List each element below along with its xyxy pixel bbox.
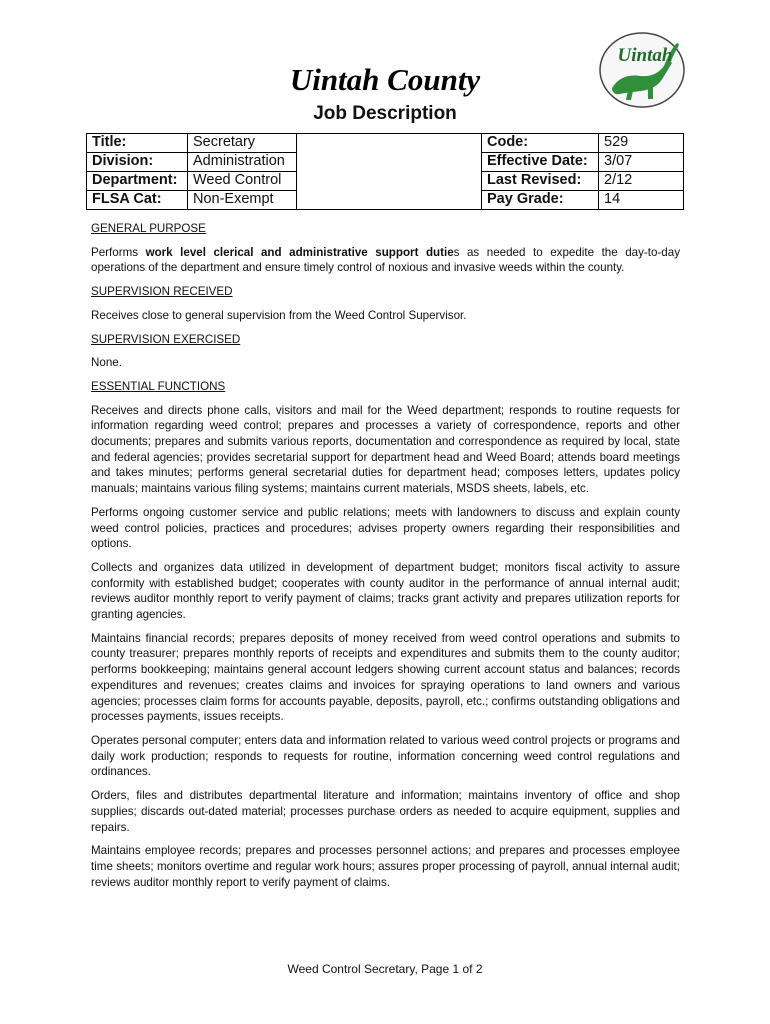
page-title: Job Description [313, 103, 457, 124]
info-label: Department: [87, 172, 188, 191]
info-label: Code: [482, 134, 599, 153]
section-heading: GENERAL PURPOSE [91, 222, 206, 235]
info-value: 529 [599, 134, 684, 153]
paragraph: Performs ongoing customer service and public relations; meets with landowners to discuss and explain county weed control policies, practices and procedures; advises property owners regarding their responsibilities and options. [91, 505, 680, 551]
info-label: FLSA Cat: [87, 191, 188, 210]
info-value: 14 [599, 191, 684, 210]
info-value: Secretary [188, 134, 297, 153]
table-spacer [297, 191, 482, 210]
section-heading: ESSENTIAL FUNCTIONS [91, 379, 226, 393]
page-footer: Weed Control Secretary, Page 1 of 2 [287, 962, 483, 976]
paragraph: Orders, files and distributes departmental literature and information; maintains inventory of office and shop supplies; discards out-dated material; processes purchase orders as needed to acquire equipment, supplies and repairs. [91, 789, 680, 834]
text-segment: s as needed to expedite the day-to-day operations of the department and ensure timely control of noxious and invasive weeds within the county. [91, 245, 680, 275]
section-heading: SUPERVISION RECEIVED [91, 285, 233, 299]
paragraph: Receives close to general supervision from the Weed Control Supervisor. [91, 308, 467, 322]
info-table [86, 133, 684, 210]
table-spacer [297, 134, 482, 153]
info-label: Last Revised: [482, 172, 599, 191]
paragraph: Maintains employee records; prepares and processes personnel actions; and prepares and processes employee time sheets; monitors overtime and regular work hours; assures proper processing of payroll, annual internal audit; reviews auditor monthly report to verify payment of claims. [91, 844, 680, 889]
info-label: Effective Date: [482, 153, 599, 172]
document-body [91, 221, 680, 898]
county-title: Uintah County [289, 62, 481, 97]
info-label: Title: [87, 134, 188, 153]
info-label: Division: [87, 153, 188, 172]
paragraph: Maintains financial records; prepares deposits of money received from weed control operations and submits to county treasurer; prepares monthly reports of receipts and expenditures and submits them to the county auditor; performs bookkeeping; maintains general account ledgers showing current account status and balances; records expenditures and revenues; creates claims and invoices for spraying operations to land owners and various agencies; processes claim forms for accounts payable, deposits, payroll, etc.; confirms outstanding obligations and processes payments, issues receipts. [91, 631, 680, 724]
general-purpose-text [91, 245, 680, 276]
section-heading: SUPERVISION EXERCISED [91, 332, 241, 346]
info-value: Non-Exempt [188, 191, 297, 210]
text-segment: Performs [91, 245, 146, 259]
text-bold-segment: work level clerical and administrative support dutie [145, 245, 454, 259]
logo-text: Uintah [617, 45, 673, 66]
table-spacer [297, 153, 482, 172]
info-value: 3/07 [599, 153, 684, 172]
table-row [87, 153, 684, 172]
info-value: Weed Control [188, 172, 297, 191]
paragraph: Operates personal computer; enters data and information related to various weed control projects or programs and daily work production; responds to requests for routine, information concerning weed control regulations and ordinances. [91, 733, 680, 779]
paragraph: Receives and directs phone calls, visitors and mail for the Weed department; responds to routine requests for information regarding weed control; prepares and processes a variety of correspondence, reports and other documents; prepares and submits various reports, documentation and correspondence as required by local, state and federal agencies; provides secretarial support for department head and Weed Board; attends board meetings and takes minutes; performs general secretarial duties for department head; composes letters, updates policy manuals; maintains various filing systems; maintains current materials, MSDS sheets, labels, etc. [91, 403, 680, 496]
paragraph: Collects and organizes data utilized in development of department budget; monitors fiscal activity to assure conformity with established budget; cooperates with county auditor in the performance of annual internal audit; reviews auditor monthly report to verify payment of claims; tracks grant activity and prepares utilization reports for granting agencies. [91, 560, 680, 622]
table-row [87, 191, 684, 210]
paragraph: None. [91, 356, 122, 370]
info-label: Pay Grade: [482, 191, 599, 210]
table-spacer [297, 172, 482, 191]
table-row [87, 172, 684, 191]
info-value: Administration [188, 153, 297, 172]
table-row [87, 134, 684, 153]
info-value: 2/12 [599, 172, 684, 191]
